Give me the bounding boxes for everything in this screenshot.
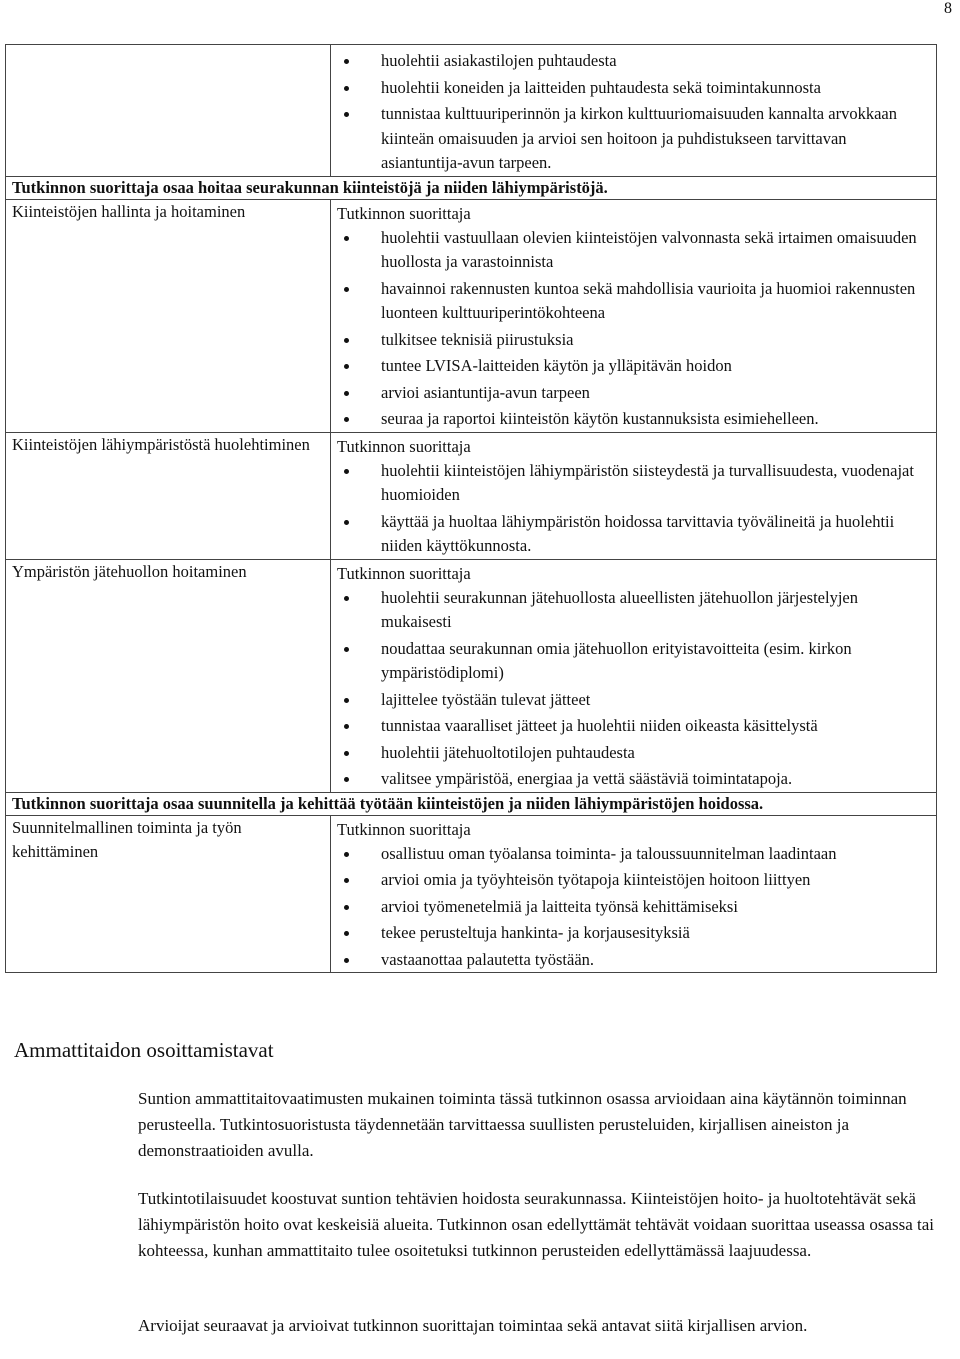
criteria-lead: Tutkinnon suorittaja: [337, 436, 471, 456]
bullet-list: [337, 459, 930, 559]
body-paragraph: Suntion ammattitaitovaatimusten mukainen toiminta tässä tutkinnon osassa arvioidaan aina käytännön toiminnan perusteella. Tutkintosuoristusta täydennetään tarvittaessa suullisten perusteluiden, kirjallisen aineiston ja demonstraatioiden avulla.: [138, 1089, 907, 1160]
criteria-lead: Tutkinnon suorittaja: [337, 819, 471, 839]
list-item: huolehtii koneiden ja laitteiden puhtaudesta sekä toimintakunnosta: [337, 76, 930, 101]
list-item: huolehtii kiinteistöjen lähiympäristön siisteydestä ja turvallisuudesta, vuodenajat huomioiden: [337, 459, 930, 508]
section-heading-row: Tutkinnon suorittaja osaa hoitaa seurakunnan kiinteistöjä ja niiden lähiympäristöjä.: [6, 176, 937, 199]
table-row: [6, 792, 937, 815]
section-title: Ammattitaidon osoittamistavat: [14, 1038, 274, 1062]
list-item: valitsee ympäristöä, energiaa ja vettä säästäviä toimintatapoja.: [337, 767, 930, 792]
right-cell: [331, 432, 937, 559]
list-item: osallistuu oman työalansa toiminta- ja taloussuunnitelman laadintaan: [337, 842, 930, 867]
body-paragraph: Tutkintotilaisuudet koostuvat suntion tehtävien hoidosta seurakunnassa. Kiinteistöjen hoito- ja huoltotehtävät sekä lähiympäristön hoito ovat keskeisiä alueita. Tutkinnon osan edellyttämät tehtävät voidaan suorittaa useassa osassa tai kohteessa, kunhan ammattitaito tulee osoitetuksi tutkinnon perusteiden edellyttämässä laajuudessa.: [138, 1189, 934, 1260]
list-item: vastaanottaa palautetta työstään.: [337, 948, 930, 973]
bullet-list: [337, 226, 930, 432]
body-paragraph: Arvioijat seuraavat ja arvioivat tutkinnon suorittajan toimintaa sekä antavat siitä kirjallisen arvion.: [138, 1316, 808, 1335]
table-row: [6, 45, 937, 177]
competence-label: Kiinteistöjen lähiympäristöstä huolehtiminen: [6, 432, 331, 559]
table-row: [6, 815, 937, 973]
bullet-list: [337, 586, 930, 792]
table-row: [6, 176, 937, 199]
list-item: tulkitsee teknisiä piirustuksia: [337, 328, 930, 353]
right-cell: [331, 815, 937, 973]
list-item: tuntee LVISA-laitteiden käytön ja ylläpitävän hoidon: [337, 354, 930, 379]
criteria-lead: Tutkinnon suorittaja: [337, 203, 471, 223]
list-item: seuraa ja raportoi kiinteistön käytön kustannuksista esimiehelleen.: [337, 407, 930, 432]
bullet-list: [337, 842, 930, 973]
list-item: arvioi asiantuntija-avun tarpeen: [337, 381, 930, 406]
list-item: tekee perusteltuja hankinta- ja korjausesityksiä: [337, 921, 930, 946]
right-cell: [331, 199, 937, 432]
empty-left-cell: [6, 45, 331, 177]
list-item: tunnistaa vaaralliset jätteet ja huolehtii niiden oikeasta käsittelystä: [337, 714, 930, 739]
competence-label: Ympäristön jätehuollon hoitaminen: [6, 559, 331, 792]
list-item: huolehtii asiakastilojen puhtaudesta: [337, 49, 930, 74]
list-item: tunnistaa kulttuuriperinnön ja kirkon kulttuuriomaisuuden kannalta arvokkaan kiinteän omaisuuden ja arvioi sen hoitoon ja puhdistukseen tarvittavan asiantuntija-avun tarpeen.: [337, 102, 930, 176]
table-row: [6, 199, 937, 432]
right-cell: [331, 45, 937, 177]
list-item: huolehtii jätehuoltotilojen puhtaudesta: [337, 741, 930, 766]
list-item: lajittelee työstään tulevat jätteet: [337, 688, 930, 713]
competence-label: Kiinteistöjen hallinta ja hoitaminen: [6, 199, 331, 432]
table-row: [6, 559, 937, 792]
list-item: huolehtii seurakunnan jätehuollosta alueellisten jätehuollon järjestelyjen mukaisesti: [337, 586, 930, 635]
list-item: havainnoi rakennusten kuntoa sekä mahdollisia vaurioita ja huomioi rakennusten luonteen kulttuuriperintökohteena: [337, 277, 930, 326]
page-number: 8: [944, 0, 952, 17]
criteria-lead: Tutkinnon suorittaja: [337, 563, 471, 583]
list-item: arvioi omia ja työyhteisön työtapoja kiinteistöjen hoitoon liittyen: [337, 868, 930, 893]
right-cell: [331, 559, 937, 792]
list-item: noudattaa seurakunnan omia jätehuollon erityistavoitteita (esim. kirkon ympäristödiplomi): [337, 637, 930, 686]
list-item: huolehtii vastuullaan olevien kiinteistöjen valvonnasta sekä irtaimen omaisuuden huollosta ja varastoinnista: [337, 226, 930, 275]
bullet-list: [337, 45, 930, 176]
list-item: arvioi työmenetelmiä ja laitteita työnsä kehittämiseksi: [337, 895, 930, 920]
table-row: [6, 432, 937, 559]
list-item: käyttää ja huoltaa lähiympäristön hoidossa tarvittavia työvälineitä ja huolehtii niiden käyttökunnosta.: [337, 510, 930, 559]
section-heading-row: Tutkinnon suorittaja osaa suunnitella ja kehittää työtään kiinteistöjen ja niiden lähiympäristöjen hoidossa.: [6, 792, 937, 815]
competence-table: [5, 44, 937, 973]
competence-label: Suunnitelmallinen toiminta ja työn kehittäminen: [6, 815, 331, 973]
